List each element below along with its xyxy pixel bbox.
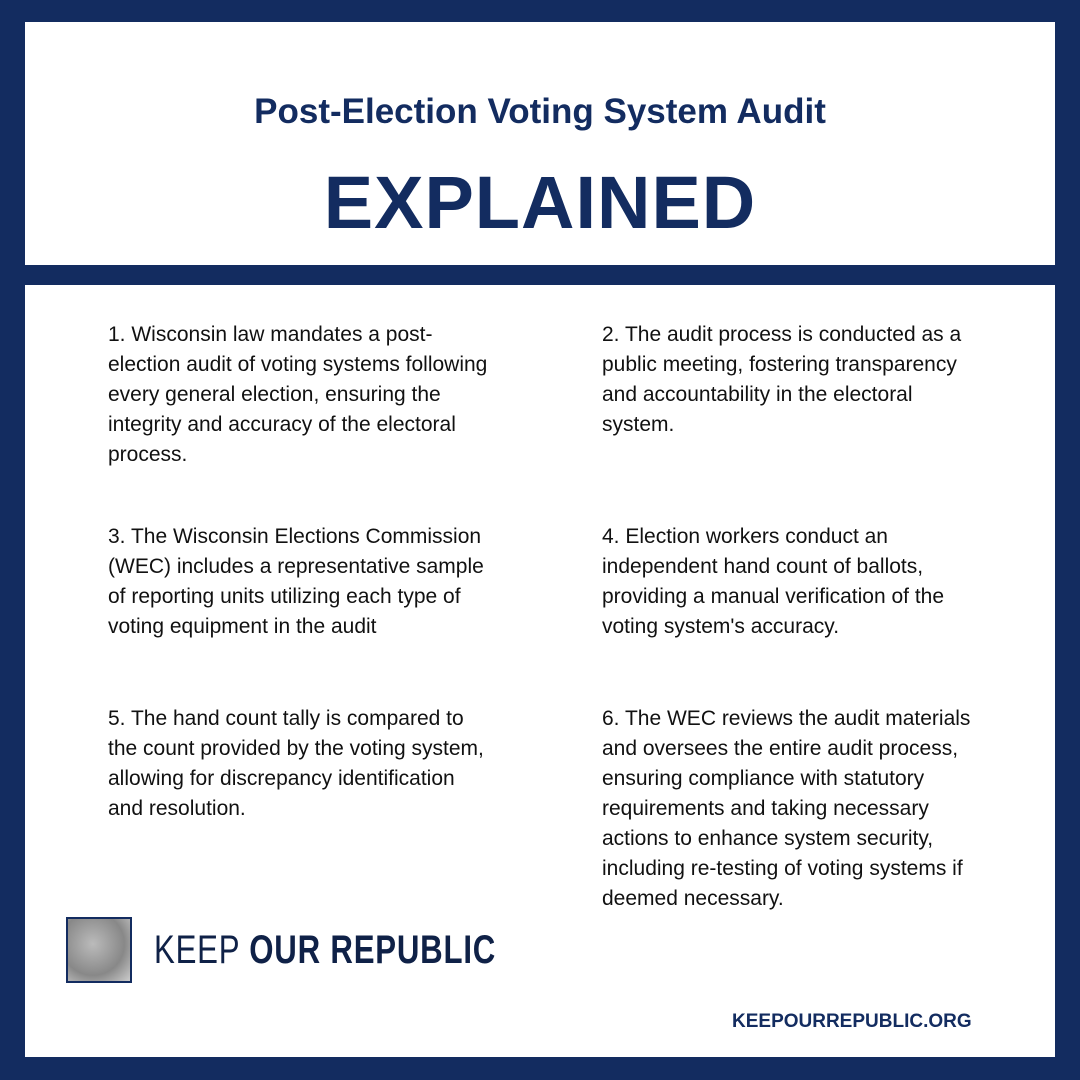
list-item: 3. The Wisconsin Elections Commission (WEC) includes a representative sample of reporting units utilizing each type of voting equipment in the audit [108, 525, 484, 638]
keep-our-republic-logo [66, 917, 593, 983]
list-item: 5. The hand count tally is compared to the count provided by the voting system, allowing for discrepancy identification and resolution. [108, 707, 484, 820]
logo-text [154, 928, 496, 973]
list-item: 2. The audit process is conducted as a public meeting, fostering transparency and accountability in the electoral system. [602, 323, 962, 436]
website-link[interactable]: KEEPOURREPUBLIC.ORG [732, 1011, 972, 1032]
header-panel [25, 22, 1055, 265]
page-title: EXPLAINED [323, 161, 757, 244]
portrait-image [66, 917, 132, 983]
logo-light-text: KEEP [154, 927, 240, 972]
subtitle: Post-Election Voting System Audit [254, 92, 826, 131]
list-item: 4. Election workers conduct an independent hand count of ballots, providing a manual verification of the voting system's accuracy. [602, 525, 945, 638]
list-item: 6. The WEC reviews the audit materials and oversees the entire audit process, ensuring compliance with statutory requirements and taking necessary actions to enhance system security, including re-testing of voting systems if deemed necessary. [602, 707, 971, 910]
list-item: 1. Wisconsin law mandates a post-election audit of voting systems following every general election, ensuring the integrity and accuracy of the electoral process. [108, 323, 488, 466]
logo-bold-text: OUR REPUBLIC [249, 927, 497, 972]
